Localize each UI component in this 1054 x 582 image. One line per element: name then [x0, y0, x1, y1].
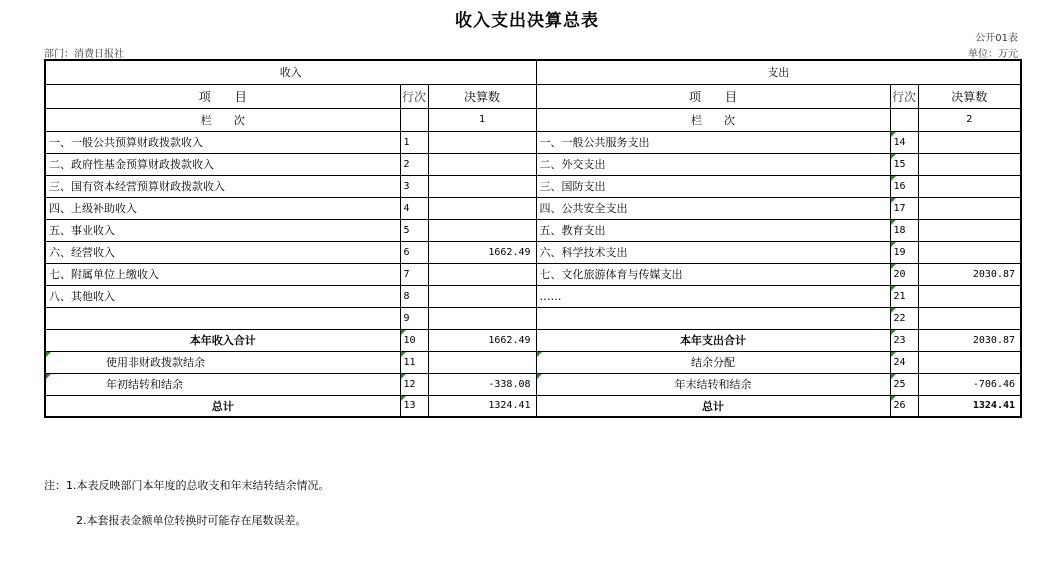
page-title: 收入支出决算总表	[455, 11, 599, 31]
expense-amount-cell	[918, 131, 1021, 153]
expense-amount-cell	[918, 285, 1021, 307]
line-number: 26	[890, 395, 918, 417]
line-number: 15	[890, 153, 918, 175]
year-income-total-label: 本年收入合计	[45, 329, 400, 351]
distribution-label: 结余分配	[536, 351, 890, 373]
line-number: 25	[890, 373, 918, 395]
line-number: 12	[400, 373, 428, 395]
column-header-row	[45, 84, 1021, 108]
line-number: 3	[400, 175, 428, 197]
income-line-blank	[400, 108, 428, 131]
line-number: 17	[890, 197, 918, 219]
income-expense-table	[44, 59, 1022, 418]
grand-income-total-amount: 1324.41	[428, 395, 536, 417]
expense-line-blank	[890, 108, 918, 131]
income-item-cell: 一、一般公共预算财政拨款收入	[45, 131, 400, 153]
nonfiscal-balance-label: 使用非财政拨款结余	[45, 351, 400, 373]
footnote-1: 注：1.本表反映部门本年度的总收支和年末结转结余情况。	[44, 479, 330, 492]
form-code: 公开01表	[975, 33, 1018, 44]
year-total-row	[45, 329, 1021, 351]
expense-item-cell	[536, 307, 890, 329]
end-balance-label: 年末结转和结余	[536, 373, 890, 395]
begin-end-balance-row	[45, 373, 1021, 395]
expense-item-cell: 七、文化旅游体育与传媒支出	[536, 263, 890, 285]
begin-balance-label: 年初结转和结余	[45, 373, 400, 395]
income-amount-cell	[428, 153, 536, 175]
expense-item-cell: 二、外交支出	[536, 153, 890, 175]
income-amount-cell	[428, 219, 536, 241]
line-number: 21	[890, 285, 918, 307]
grand-total-row	[45, 395, 1021, 417]
income-item-cell: 二、政府性基金预算财政拨款收入	[45, 153, 400, 175]
table-row	[45, 307, 1021, 329]
income-amount-cell: 1662.49	[428, 241, 536, 263]
line-number: 11	[400, 351, 428, 373]
income-amount-cell	[428, 131, 536, 153]
line-number: 2	[400, 153, 428, 175]
income-item-cell: 八、其他收入	[45, 285, 400, 307]
table-row	[45, 263, 1021, 285]
line-number: 19	[890, 241, 918, 263]
nonfiscal-balance-amount	[428, 351, 536, 373]
line-number: 20	[890, 263, 918, 285]
expense-column-label: 栏 次	[536, 108, 890, 131]
table-row	[45, 131, 1021, 153]
year-income-total-amount: 1662.49	[428, 329, 536, 351]
income-item-cell: 六、经营收入	[45, 241, 400, 263]
income-item-cell: 五、事业收入	[45, 219, 400, 241]
expense-amount-cell	[918, 307, 1021, 329]
table-row	[45, 197, 1021, 219]
footnote-2: 2.本套报表金额单位转换时可能存在尾数误差。	[76, 514, 307, 527]
line-number: 4	[400, 197, 428, 219]
line-number: 10	[400, 329, 428, 351]
line-number: 8	[400, 285, 428, 307]
income-amount-cell	[428, 197, 536, 219]
expense-amount-header: 决算数	[918, 84, 1021, 108]
table-row	[45, 285, 1021, 307]
section-header-row	[45, 60, 1021, 84]
income-amount-cell	[428, 285, 536, 307]
table-row	[45, 241, 1021, 263]
expense-item-cell: 五、教育支出	[536, 219, 890, 241]
expense-item-header: 项 目	[536, 84, 890, 108]
expense-amount-cell	[918, 241, 1021, 263]
expense-amount-cell	[918, 219, 1021, 241]
line-number: 22	[890, 307, 918, 329]
table-row	[45, 219, 1021, 241]
income-line-header: 行次	[400, 84, 428, 108]
income-column-number: 1	[428, 108, 536, 131]
line-number: 18	[890, 219, 918, 241]
income-amount-cell	[428, 307, 536, 329]
grand-expense-total-amount: 1324.41	[918, 395, 1021, 417]
end-balance-amount: -706.46	[918, 373, 1021, 395]
grand-income-total-label: 总计	[45, 395, 400, 417]
expense-line-header: 行次	[890, 84, 918, 108]
expense-section-header: 支出	[536, 60, 1021, 84]
line-number: 1	[400, 131, 428, 153]
expense-item-cell: 四、公共安全支出	[536, 197, 890, 219]
nonfiscal-balance-row	[45, 351, 1021, 373]
begin-balance-amount: -338.08	[428, 373, 536, 395]
line-number: 5	[400, 219, 428, 241]
table-row	[45, 175, 1021, 197]
income-item-header: 项 目	[45, 84, 400, 108]
income-item-cell: 三、国有资本经营预算财政拨款收入	[45, 175, 400, 197]
income-amount-cell	[428, 175, 536, 197]
department-label: 部门：消费日报社	[44, 49, 124, 60]
line-number: 14	[890, 131, 918, 153]
expense-column-number: 2	[918, 108, 1021, 131]
line-number: 13	[400, 395, 428, 417]
table-row	[45, 153, 1021, 175]
line-number: 7	[400, 263, 428, 285]
year-expense-total-label: 本年支出合计	[536, 329, 890, 351]
grand-expense-total-label: 总计	[536, 395, 890, 417]
line-number: 24	[890, 351, 918, 373]
column-number-row	[45, 108, 1021, 131]
expense-item-cell: ……	[536, 285, 890, 307]
income-item-cell: 四、上级补助收入	[45, 197, 400, 219]
year-expense-total-amount: 2030.87	[918, 329, 1021, 351]
income-item-cell	[45, 307, 400, 329]
income-amount-cell	[428, 263, 536, 285]
expense-item-cell: 一、一般公共服务支出	[536, 131, 890, 153]
line-number: 6	[400, 241, 428, 263]
line-number: 23	[890, 329, 918, 351]
expense-item-cell: 三、国防支出	[536, 175, 890, 197]
expense-amount-cell	[918, 153, 1021, 175]
unit-label: 单位：万元	[968, 49, 1018, 60]
income-item-cell: 七、附属单位上缴收入	[45, 263, 400, 285]
distribution-amount	[918, 351, 1021, 373]
income-section-header: 收入	[45, 60, 536, 84]
line-number: 16	[890, 175, 918, 197]
expense-amount-cell	[918, 175, 1021, 197]
expense-amount-cell: 2030.87	[918, 263, 1021, 285]
expense-item-cell: 六、科学技术支出	[536, 241, 890, 263]
income-column-label: 栏 次	[45, 108, 400, 131]
line-number: 9	[400, 307, 428, 329]
expense-amount-cell	[918, 197, 1021, 219]
income-amount-header: 决算数	[428, 84, 536, 108]
